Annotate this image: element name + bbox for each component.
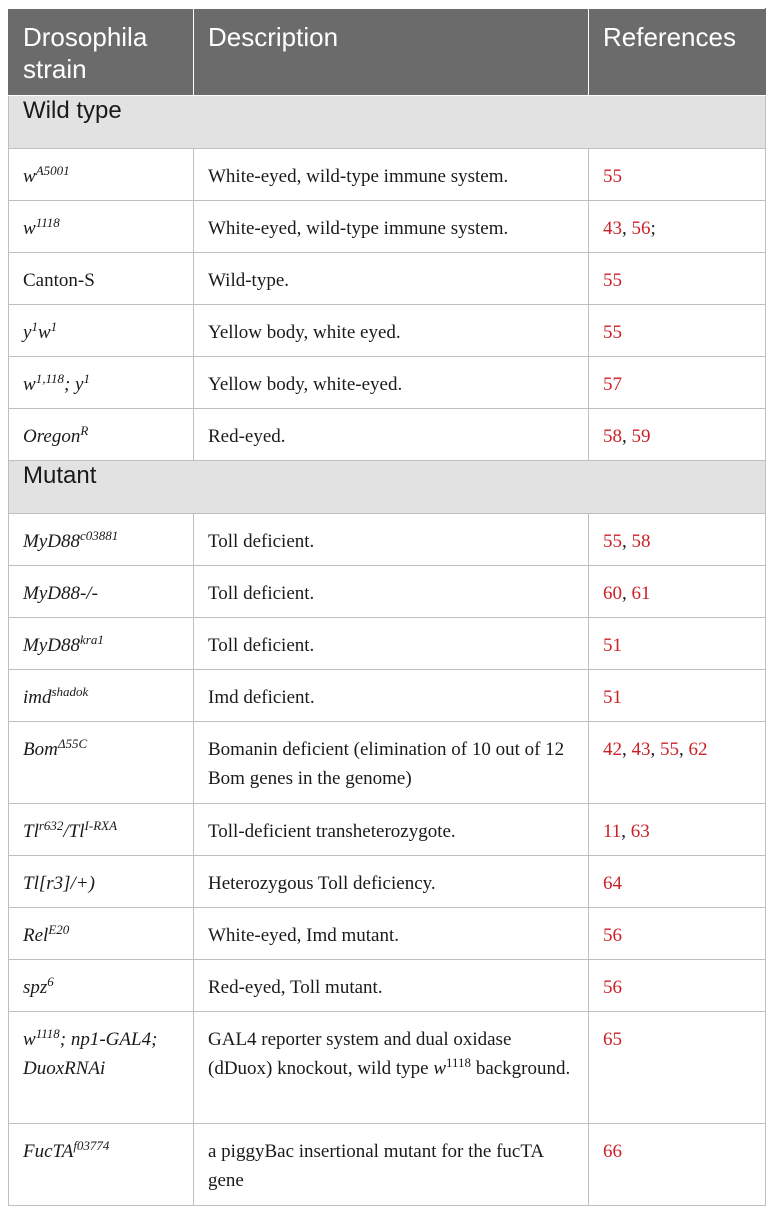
header-row [9, 9, 766, 96]
reference-link[interactable]: 55 [603, 322, 622, 343]
section-label: Mutant [9, 461, 766, 514]
description-cell: Yellow body, white-eyed. [194, 357, 589, 409]
table-row [9, 908, 766, 960]
strain-cell: Oregon$^R$ [9, 409, 194, 461]
reference-link[interactable]: 55 [603, 270, 622, 291]
references-cell [589, 856, 766, 908]
reference-link[interactable]: 60 [603, 583, 622, 604]
description-cell: a piggyBac insertional mutant for the fucTA gene [194, 1124, 589, 1206]
reference-link[interactable]: 58 [631, 531, 651, 552]
header-description: Description [194, 9, 589, 96]
table-row [9, 149, 766, 201]
references-cell [589, 149, 766, 201]
reference-link[interactable]: 58 [603, 426, 622, 447]
description-cell: White-eyed, wild-type immune system. [194, 201, 589, 253]
reference-link[interactable]: 56 [603, 925, 622, 946]
description-cell: White-eyed, Imd mutant. [194, 908, 589, 960]
table-row [9, 960, 766, 1012]
references-cell: 42, 43, 55, 62 [589, 722, 766, 804]
reference-link[interactable]: 55 [660, 739, 679, 760]
reference-link[interactable]: 59 [631, 426, 651, 447]
references-cell [589, 305, 766, 357]
table-row [9, 722, 766, 804]
strain-cell: Rel$^{E20}$ [9, 908, 194, 960]
reference-link[interactable]: 51 [603, 687, 622, 708]
description-cell: Wild-type. [194, 253, 589, 305]
table-row [9, 804, 766, 856]
description-cell: GAL4 reporter system and dual oxidase (dDuox) knockout, wild type $w^{1118}$ background. [194, 1012, 589, 1124]
table-row [9, 1124, 766, 1206]
references-cell: 55, 58 [589, 514, 766, 566]
strain-table [8, 8, 766, 1206]
strain-cell: $w^{1,118}$; $y^1$ [9, 357, 194, 409]
table-row [9, 305, 766, 357]
table-row [9, 253, 766, 305]
references-cell: 11, 63 [589, 804, 766, 856]
reference-link[interactable]: 64 [603, 873, 622, 894]
reference-link[interactable]: 42 [603, 739, 622, 760]
strain-cell: $w^{A5001}$ [9, 149, 194, 201]
strain-cell: $Tl^{r632}/Tl^{I-RXA}$ [9, 804, 194, 856]
strain-cell: imd$^{shadok}$ [9, 670, 194, 722]
references-cell [589, 357, 766, 409]
strain-cell: spz$^6$ [9, 960, 194, 1012]
description-cell: Red-eyed, Toll mutant. [194, 960, 589, 1012]
strain-cell: Bom$^{\Delta 55C}$ [9, 722, 194, 804]
table-row [9, 670, 766, 722]
section-row-mutant [9, 461, 766, 514]
reference-link[interactable]: 55 [603, 166, 622, 187]
strain-cell: $MyD88^{c03881}$ [9, 514, 194, 566]
reference-link[interactable]: 56 [603, 977, 622, 998]
strain-cell: Tl[r3]/+) [9, 856, 194, 908]
reference-link[interactable]: 55 [603, 531, 622, 552]
reference-link[interactable]: 61 [631, 583, 651, 604]
table-row [9, 357, 766, 409]
table-row [9, 1012, 766, 1124]
references-cell: 58, 59 [589, 409, 766, 461]
reference-link[interactable]: 43 [603, 218, 622, 239]
strain-cell: $MyD88^{kra1}$ [9, 618, 194, 670]
table-row [9, 409, 766, 461]
references-cell: 43, 56; [589, 201, 766, 253]
strain-cell: FucTA$^{f03774}$ [9, 1124, 194, 1206]
reference-link[interactable]: 57 [603, 374, 622, 395]
references-cell [589, 960, 766, 1012]
reference-link[interactable]: 43 [631, 739, 651, 760]
reference-link[interactable]: 51 [603, 635, 622, 656]
references-cell [589, 670, 766, 722]
reference-link[interactable]: 11 [603, 821, 622, 842]
description-cell: Red-eyed. [194, 409, 589, 461]
section-label: Wild type [9, 96, 766, 149]
table-row [9, 856, 766, 908]
table-row [9, 618, 766, 670]
references-cell [589, 1124, 766, 1206]
references-cell [589, 618, 766, 670]
strain-cell: $w^{1118}$ [9, 201, 194, 253]
table-row [9, 514, 766, 566]
table-row [9, 566, 766, 618]
description-cell: Toll deficient. [194, 618, 589, 670]
references-cell [589, 253, 766, 305]
strain-cell: Canton-S [9, 253, 194, 305]
reference-link[interactable]: 56 [631, 218, 651, 239]
description-cell: Toll deficient. [194, 514, 589, 566]
description-cell: White-eyed, wild-type immune system. [194, 149, 589, 201]
references-cell: 60, 61 [589, 566, 766, 618]
reference-link[interactable]: 66 [603, 1141, 622, 1162]
strain-cell: $y^1w^1$ [9, 305, 194, 357]
description-cell: Heterozygous Toll deficiency. [194, 856, 589, 908]
strain-cell: $w^{1118}$; np1-GAL4; DuoxRNAi [9, 1012, 194, 1124]
reference-link[interactable]: 63 [630, 821, 650, 842]
description-cell: Imd deficient. [194, 670, 589, 722]
header-references: References [589, 9, 766, 96]
description-cell: Yellow body, white eyed. [194, 305, 589, 357]
strain-cell: MyD88-/- [9, 566, 194, 618]
section-row-wild-type [9, 96, 766, 149]
description-cell: Bomanin deficient (elimination of 10 out of 12 Bom genes in the genome) [194, 722, 589, 804]
reference-link[interactable]: 62 [688, 739, 708, 760]
description-cell: Toll deficient. [194, 566, 589, 618]
description-cell: Toll-deficient transheterozygote. [194, 804, 589, 856]
header-strain: Drosophila strain [9, 9, 194, 96]
references-cell [589, 908, 766, 960]
references-cell [589, 1012, 766, 1124]
table-row [9, 201, 766, 253]
reference-link[interactable]: 65 [603, 1029, 622, 1050]
